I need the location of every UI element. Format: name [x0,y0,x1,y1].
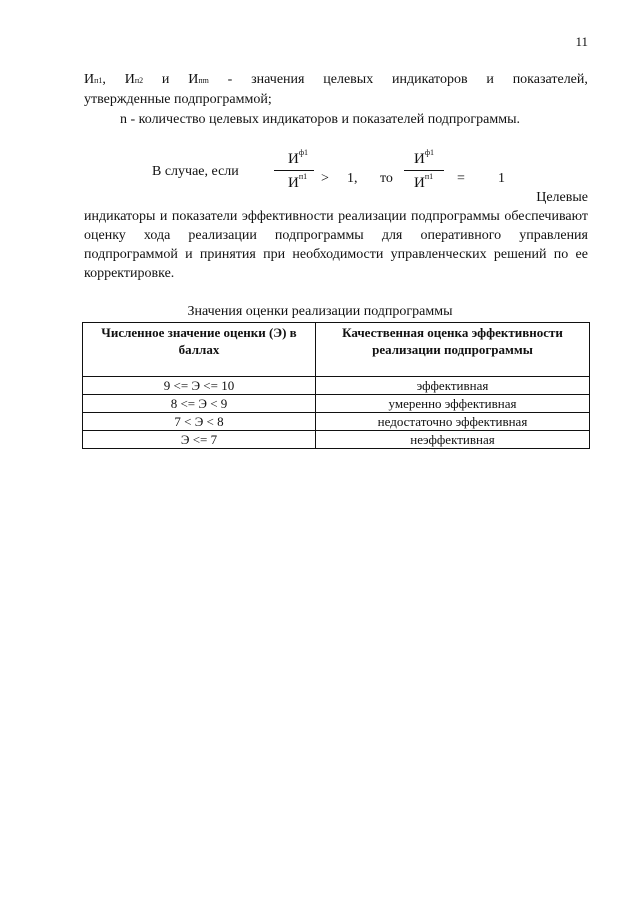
table-caption: Значения оценки реализации подпрограммы [187,304,453,319]
formula-then-word: то [380,171,393,186]
indicator-definition-first-line [84,70,588,90]
fraction-2-bar [404,170,444,171]
assessment-cell: недостаточно эффективная [316,413,590,431]
formula-lead-text: В случае, если [152,164,239,179]
definition-word: показателей, [512,72,588,87]
assessment-table [82,322,590,449]
fraction-1-denominator: $И^{п1}$ [288,172,308,191]
table-row [83,395,590,413]
header-qualitative-assessment: Качественная оценка эффективности реализации подпрограммы [316,323,590,377]
table-row [83,377,590,395]
conjunction: и [161,72,170,87]
score-range-cell: 9 <= Э <= 10 [83,377,316,395]
fraction-2-denominator: $И^{п1}$ [414,172,434,191]
indicator-var-2: Ип2 [124,72,144,87]
definition-word: индикаторов [392,72,468,87]
table-header-row [83,323,590,377]
score-range-cell: 8 <= Э < 9 [83,395,316,413]
table-row [83,413,590,431]
indicator-var-3: Ипm [188,72,209,87]
definition-word: и [486,72,494,87]
fraction-2-numerator: $И^{ф1}$ [414,148,435,167]
n-definition: n - количество целевых индикаторов и показателей подпрограммы. [120,112,520,127]
assessment-cell: эффективная [316,377,590,395]
ratio-formula [84,145,588,205]
formula-trailing-word: Целевые [536,190,588,205]
formula-result-one: 1 [498,171,505,186]
indicator-definition-paragraph [84,70,588,109]
indicator-var-1: Ип1, [84,72,106,87]
definition-word: целевых [323,72,374,87]
formula-value-one: 1, [347,171,358,186]
definition-word: значения [251,72,305,87]
header-numeric-score: Численное значение оценки (Э) в баллах [83,323,316,377]
page-number: 11 [575,34,588,49]
score-range-cell: Э <= 7 [83,431,316,449]
fraction-1-bar [274,170,314,171]
table-row [83,431,590,449]
greater-than-sign: > [321,171,329,186]
assessment-cell: неэффективная [316,431,590,449]
dash: - [227,72,233,87]
score-range-cell: 7 < Э < 8 [83,413,316,431]
fraction-1-numerator: $И^{ф1}$ [288,148,309,167]
indicator-definition-continuation: утвержденные подпрограммой; [84,92,272,107]
equals-sign: = [457,171,465,186]
indicators-paragraph: индикаторы и показатели эффективности реализации подпрограммы обеспечивают оценку хода реализации подпрограммы для оперативного управления подпрограммой и принятия при необходимости управленческих решений по ее корректировке. [84,209,588,281]
assessment-cell: умеренно эффективная [316,395,590,413]
